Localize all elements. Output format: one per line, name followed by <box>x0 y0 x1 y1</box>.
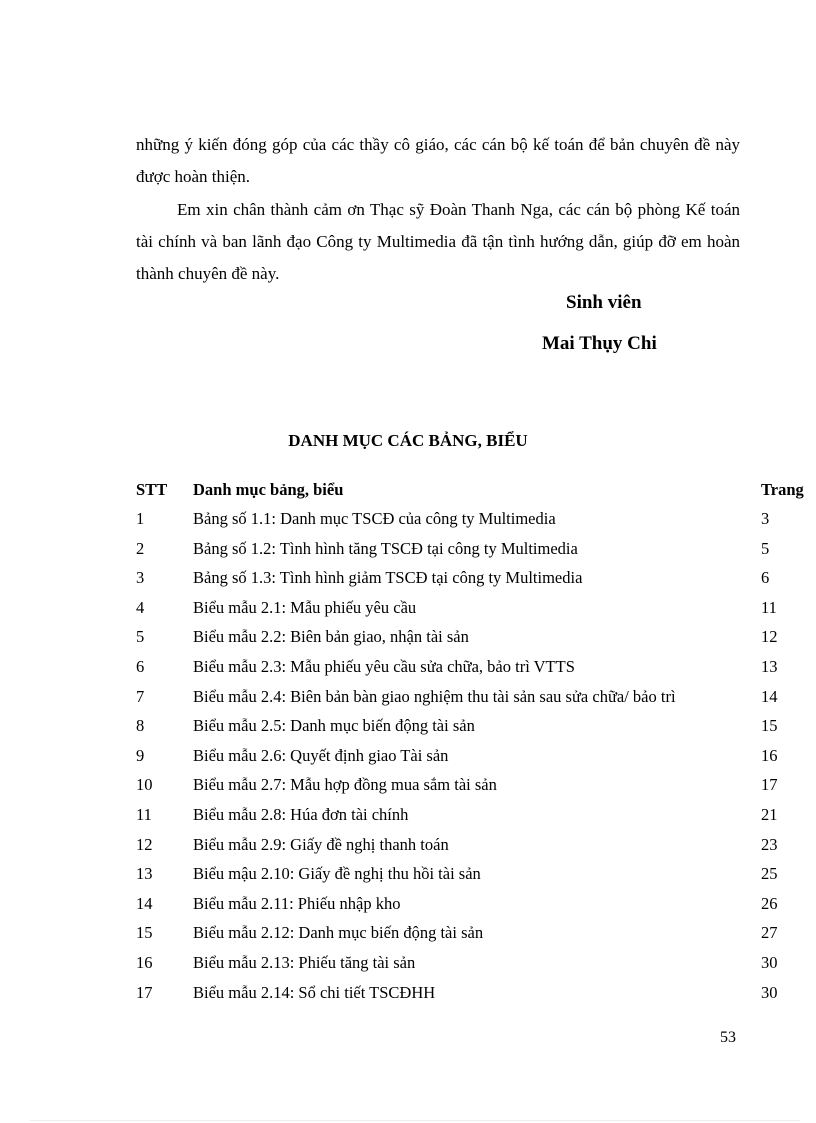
row-stt: 12 <box>136 834 153 854</box>
row-name: Biểu mẫu 2.1: Mẫu phiếu yêu cầu <box>193 597 417 617</box>
table-row <box>0 953 816 983</box>
row-name: Biểu mẫu 2.6: Quyết định giao Tài sản <box>193 745 449 765</box>
row-stt: 1 <box>136 509 145 528</box>
paragraph-acknowledgement-end: những ý kiến đóng góp của các thầy cô giáo, các cán bộ kế toán để bản chuyên đề này được hoàn thiện. <box>136 135 740 186</box>
row-stt: 17 <box>136 982 153 1002</box>
table-row <box>0 539 816 569</box>
row-page: 23 <box>761 834 778 854</box>
list-title: DANH MỤC CÁC BẢNG, BIỂU <box>288 431 528 450</box>
row-stt: 15 <box>136 923 153 943</box>
table-row <box>0 775 816 805</box>
table-row <box>0 627 816 657</box>
table-row <box>0 983 816 1013</box>
table-row <box>0 568 816 598</box>
page-divider <box>30 1120 800 1121</box>
row-name: Bảng số 1.2: Tình hình tăng TSCĐ tại công ty Multimedia <box>193 538 578 558</box>
row-name: Biểu mẫu 2.13: Phiếu tăng tài sản <box>193 953 416 972</box>
row-stt: 3 <box>136 568 145 588</box>
row-stt: 16 <box>136 953 153 972</box>
row-stt: 11 <box>136 805 152 824</box>
table-row <box>0 509 816 539</box>
table-row <box>0 598 816 628</box>
table-row <box>0 835 816 865</box>
row-name: Biểu mẫu 2.7: Mẫu hợp đồng mua sắm tài sản <box>193 775 497 795</box>
row-stt: 9 <box>136 745 145 765</box>
signature-role: Sinh viên <box>566 292 642 313</box>
row-page: 3 <box>761 509 770 528</box>
row-stt: 5 <box>136 627 145 647</box>
row-stt: 6 <box>136 657 145 676</box>
row-page: 15 <box>761 716 778 736</box>
row-name: Biểu mẫu 2.3: Mẫu phiếu yêu cầu sửa chữa, bảo trì VTTS <box>193 657 575 676</box>
row-page: 30 <box>761 982 778 1002</box>
page-number: 53 <box>720 1029 736 1046</box>
row-name: Biểu mẫu 2.2: Biên bản giao, nhận tài sản <box>193 627 469 647</box>
row-name: Biểu mẫu 2.9: Giấy đề nghị thanh toán <box>193 834 449 854</box>
table-row <box>0 746 816 776</box>
row-name: Biểu mẫu 2.5: Danh mục biến động tài sản <box>193 716 475 736</box>
row-page: 11 <box>761 597 777 617</box>
table-row <box>0 687 816 717</box>
row-stt: 13 <box>136 864 153 884</box>
table-row <box>0 894 816 924</box>
row-page: 21 <box>761 805 778 824</box>
row-stt: 7 <box>136 686 145 706</box>
row-page: 27 <box>761 923 778 943</box>
row-name: Bảng số 1.1: Danh mục TSCĐ của công ty Multimedia <box>193 509 556 528</box>
row-page: 26 <box>761 893 778 913</box>
header-name: Danh mục bảng, biểu <box>193 480 344 499</box>
row-name: Biểu mẫu 2.14: Sổ chi tiết TSCĐHH <box>193 982 436 1002</box>
row-page: 13 <box>761 657 778 676</box>
table-row <box>0 657 816 687</box>
table-row <box>0 864 816 894</box>
row-stt: 8 <box>136 716 145 736</box>
row-name: Biểu mẫu 2.12: Danh mục biến động tài sản <box>193 923 484 943</box>
row-name: Biểu mẫu 2.4: Biên bản bàn giao nghiệm thu tài sản sau sửa chữa/ bảo trì <box>193 686 676 706</box>
row-page: 14 <box>761 686 778 706</box>
row-page: 30 <box>761 953 778 972</box>
row-stt: 10 <box>136 775 153 795</box>
signature-name: Mai Thụy Chi <box>542 333 657 354</box>
row-page: 6 <box>761 568 770 588</box>
row-page: 25 <box>761 864 778 884</box>
table-row <box>0 716 816 746</box>
row-name: Biểu mậu 2.10: Giấy đề nghị thu hồi tài sản <box>193 864 481 884</box>
row-page: 16 <box>761 745 778 765</box>
table-header <box>0 480 816 510</box>
table-row <box>0 805 816 835</box>
row-stt: 14 <box>136 893 153 913</box>
row-name: Bảng số 1.3: Tình hình giảm TSCĐ tại công ty Multimedia <box>193 568 583 588</box>
table-row <box>0 923 816 953</box>
row-page: 17 <box>761 775 778 795</box>
row-page: 5 <box>761 538 770 558</box>
row-stt: 2 <box>136 538 145 558</box>
row-name: Biểu mẫu 2.8: Húa đơn tài chính <box>193 805 409 824</box>
header-page: Trang <box>761 480 804 499</box>
row-stt: 4 <box>136 597 145 617</box>
row-name: Biểu mẫu 2.11: Phiếu nhập kho <box>193 893 401 913</box>
header-stt: STT <box>136 480 168 499</box>
paragraph-thanks: Em xin chân thành cảm ơn Thạc sỹ Đoàn Thanh Nga, các cán bộ phòng Kế toán tài chính và ban lãnh đạo Công ty Multimedia đã tận tình hướng dẫn, giúp đỡ em hoàn thành chuyên đề này. <box>136 200 740 283</box>
row-page: 12 <box>761 627 778 647</box>
